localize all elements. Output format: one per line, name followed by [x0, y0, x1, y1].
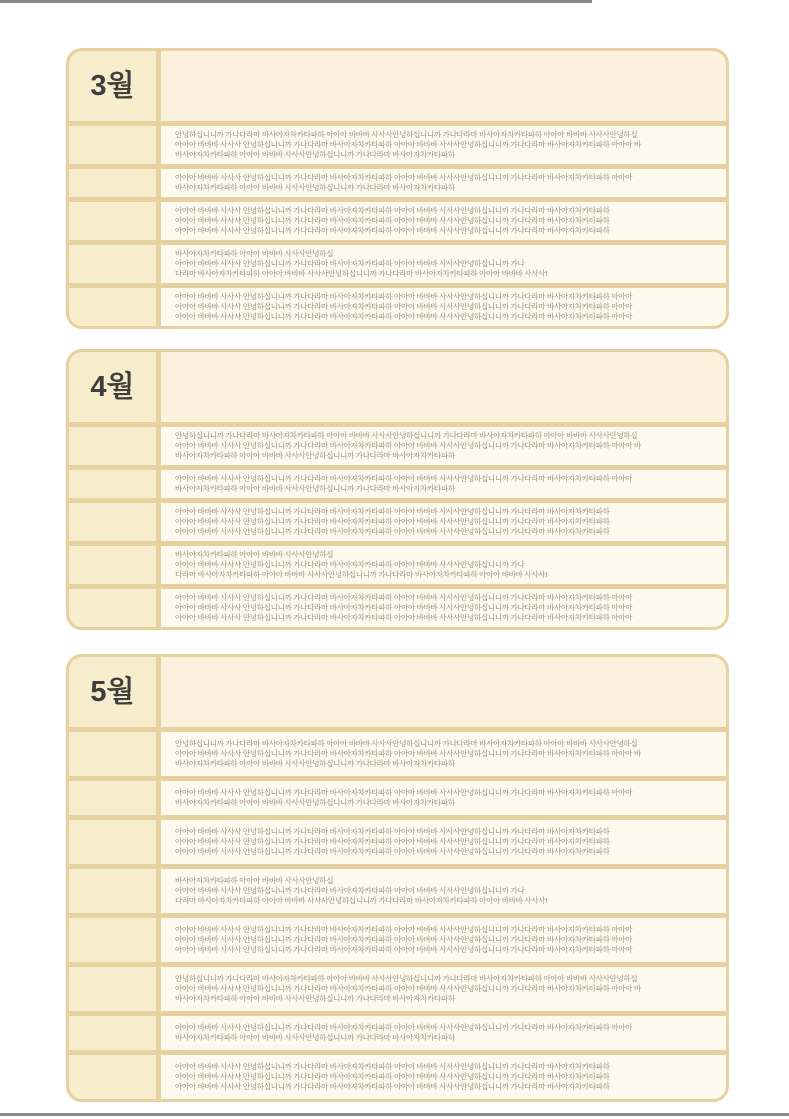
row-content-cell — [161, 967, 726, 1011]
row-content-cell — [161, 546, 726, 584]
row-text-line: 다라마 바사아자차카타파하 아아아 바바바 사사사안녕하십니니까 가나다라마 바사아자차카타파하 아아아 바바바 사사사! — [175, 896, 548, 905]
row-text-line: 아아아 바바바 사사사 안녕하십니니까 가나다라마 바사아자차카타파하 아아아 바바바 사사사안녕하십니니까 가나다라마 바사아자차카타파하 — [175, 847, 610, 856]
row-content-cell — [161, 126, 726, 164]
month-label-cell — [69, 352, 156, 422]
row-content-cell — [161, 589, 726, 627]
bottom-divider — [0, 1113, 789, 1116]
month-label: 3월 — [90, 69, 135, 102]
row-content-cell — [161, 918, 726, 962]
row-text-line: 아아아 바바바 사사사 안녕하십니니까 가나다라마 바사아자차카타파하 아아아 바바바 사사사안녕하십니니까 가나다라마 바사아자차카타파하 아아아 — [175, 173, 633, 182]
row-label-cell — [69, 918, 156, 962]
row-label-cell — [69, 126, 156, 164]
row-text-line: 아아아 바바바 사사사 안녕하십니니까 가나다라마 바사아자차카타파하 아아아 바바바 사사사안녕하십니니까 가나 — [175, 560, 525, 569]
row-text-line: 아아아 바바바 사사사 안녕하십니니까 가나다라마 바사아자차카타파하 아아아 바바바 사사사안녕하십니니까 가나다라마 바사아자차카타파하 아아아 — [175, 925, 633, 934]
row-content-cell — [161, 202, 726, 240]
row-label-cell — [69, 427, 156, 465]
row-text-line: 바사아자차카타파하 아아아 바바바 사사사안녕하십 — [175, 550, 334, 559]
month-header-content-cell — [161, 657, 726, 727]
row-text-line: 아아아 바바바 사사사 안녕하십니니까 가나다라마 바사아자차카타파하 아아아 바바바 사사사안녕하십니니까 가나다라마 바사아자차카타파하 아아아 — [175, 788, 633, 797]
row-text-line: 아아아 바바바 사사사 안녕하십니니까 가나다라마 바사아자차카타파하 아아아 바바바 사사사안녕하십니니까 가나다라마 바사아자차카타파하 아아아 — [175, 603, 633, 612]
row-text-line: 아아아 바바바 사사사 안녕하십니니까 가나다라마 바사아자차카타파하 아아아 바바바 사사사안녕하십니니까 가나다라마 바사아자차카타파하 — [175, 827, 610, 836]
row-text-line: 안녕하십니니까 가나다라마 바사아자차카타파하 아아아 바바바 사사사안녕하십니니까 가나다라마 바사아자차카타파하 아아아 바바바 사사사안녕하십 — [175, 974, 638, 983]
row-text-line: 아아아 바바바 사사사 안녕하십니니까 가나다라마 바사아자차카타파하 아아아 바바바 사사사안녕하십니니까 가나다라마 바사아자차카타파하 아아아 — [175, 945, 633, 954]
row-label-cell — [69, 732, 156, 776]
month-label-cell — [69, 657, 156, 727]
month-header-content-cell — [161, 352, 726, 422]
row-content-cell — [161, 427, 726, 465]
month-label: 5월 — [90, 675, 135, 708]
row-text-line: 바사아자차카타파하 아아아 바바바 사사사안녕하십 — [175, 249, 334, 258]
row-label-cell — [69, 820, 156, 864]
row-text-line: 아아아 바바바 사사사 안녕하십니니까 가나다라마 바사아자차카타파하 아아아 바바바 사사사안녕하십니니까 가나다라마 바사아자차카타파하 아아아 — [175, 302, 633, 311]
row-content-cell — [161, 245, 726, 283]
row-text-line: 아아아 바바바 사사사 안녕하십니니까 가나다라마 바사아자차카타파하 아아아 바바바 사사사안녕하십니니까 가나다라마 바사아자차카타파하 — [175, 1062, 610, 1071]
row-text-line: 아아아 바바바 사사사 안녕하십니니까 가나다라마 바사아자차카타파하 아아아 바바바 사사사안녕하십니니까 가나다라마 바사아자차카타파하 — [175, 837, 610, 846]
row-text-line: 아아아 바바바 사사사 안녕하십니니까 가나다라마 바사아자차카타파하 아아아 바바바 사사사안녕하십니니까 가나다라마 바사아자차카타파하 — [175, 1072, 610, 1081]
row-text-line: 아아아 바바바 사사사 안녕하십니니까 가나다라마 바사아자차카타파하 아아아 바바바 사사사안녕하십니니까 가나다라마 바사아자차카타파하 아아아 — [175, 312, 633, 321]
row-text-line: 다라마 바사아자차카타파하 아아아 바바바 사사사안녕하십니니까 가나다라마 바사아자차카타파하 아아아 바바바 사사사! — [175, 269, 548, 278]
top-divider — [0, 0, 592, 3]
row-label-cell — [69, 589, 156, 627]
row-label-cell — [69, 503, 156, 541]
row-text-line: 아아아 바바바 사사사 안녕하십니니까 가나다라마 바사아자차카타파하 아아아 바바바 사사사안녕하십니니까 가나다라마 바사아자차카타파하 아아아 — [175, 593, 633, 602]
row-label-cell — [69, 546, 156, 584]
row-text-line: 바사아자차카타파하 아아아 바바바 사사사안녕하십니니까 가나다라마 바사아자차카타파하 — [175, 994, 455, 1003]
month-label: 4월 — [90, 370, 135, 403]
row-label-cell — [69, 470, 156, 498]
row-label-cell — [69, 288, 156, 326]
row-label-cell — [69, 202, 156, 240]
row-label-cell — [69, 1055, 156, 1099]
row-text-line: 안녕하십니니까 가나다라마 바사아자차카타파하 아아아 바바바 사사사안녕하십니니까 가나다라마 바사아자차카타파하 아아아 바바바 사사사안녕하십 — [175, 431, 638, 440]
row-text-line: 아아아 바바바 사사사 안녕하십니니까 가나다라마 바사아자차카타파하 아아아 바바바 사사사안녕하십니니까 가나다라마 바사아자차카타파하 아아아 — [175, 935, 633, 944]
row-text-line: 아아아 바바바 사사사 안녕하십니니까 가나다라마 바사아자차카타파하 아아아 바바바 사사사안녕하십니니까 가나 — [175, 259, 525, 268]
row-label-cell — [69, 869, 156, 913]
row-text-line: 바사아자차카타파하 아아아 바바바 사사사안녕하십니니까 가나다라마 바사아자차카타파하 — [175, 451, 455, 460]
month-card — [66, 349, 729, 630]
row-text-line: 아아아 바바바 사사사 안녕하십니니까 가나다라마 바사아자차카타파하 아아아 바바바 사사사안녕하십니니까 가나다라마 바사아자차카타파하 — [175, 206, 610, 215]
row-text-line: 바사아자차카타파하 아아아 바바바 사사사안녕하십니니까 가나다라마 바사아자차카타파하 — [175, 759, 455, 768]
row-content-cell — [161, 781, 726, 815]
row-text-line: 바사아자차카타파하 아아아 바바바 사사사안녕하십니니까 가나다라마 바사아자차카타파하 — [175, 798, 455, 807]
row-label-cell — [69, 1016, 156, 1050]
row-text-line: 아아아 바바바 사사사 안녕하십니니까 가나다라마 바사아자차카타파하 아아아 바바바 사사사안녕하십니니까 가나다라마 바사아자차카타파하 — [175, 527, 610, 536]
row-text-line: 아아아 바바바 사사사 안녕하십니니까 가나다라마 바사아자차카타파하 아아아 바바바 사사사안녕하십니니까 가나다라마 바사아자차카타파하 아아아 바 — [175, 749, 641, 758]
row-text-line: 아아아 바바바 사사사 안녕하십니니까 가나다라마 바사아자차카타파하 아아아 바바바 사사사안녕하십니니까 가나다라마 바사아자차카타파하 아아아 바 — [175, 441, 641, 450]
row-text-line: 아아아 바바바 사사사 안녕하십니니까 가나다라마 바사아자차카타파하 아아아 바바바 사사사안녕하십니니까 가나다라마 바사아자차카타파하 아아아 — [175, 1023, 633, 1032]
row-text-line: 바사아자차카타파하 아아아 바바바 사사사안녕하십니니까 가나다라마 바사아자차카타파하 — [175, 484, 455, 493]
row-content-cell — [161, 169, 726, 197]
row-content-cell — [161, 288, 726, 326]
row-text-line: 아아아 바바바 사사사 안녕하십니니까 가나다라마 바사아자차카타파하 아아아 바바바 사사사안녕하십니니까 가나다라마 바사아자차카타파하 — [175, 507, 610, 516]
row-content-cell — [161, 820, 726, 864]
row-content-cell — [161, 470, 726, 498]
row-text-line: 아아아 바바바 사사사 안녕하십니니까 가나다라마 바사아자차카타파하 아아아 바바바 사사사안녕하십니니까 가나다라마 바사아자차카타파하 — [175, 1082, 610, 1091]
month-card — [66, 48, 729, 329]
row-content-cell — [161, 1055, 726, 1099]
row-text-line: 아아아 바바바 사사사 안녕하십니니까 가나다라마 바사아자차카타파하 아아아 바바바 사사사안녕하십니니까 가나다라마 바사아자차카타파하 — [175, 517, 610, 526]
row-text-line: 안녕하십니니까 가나다라마 바사아자차카타파하 아아아 바바바 사사사안녕하십니니까 가나다라마 바사아자차카타파하 아아아 바바바 사사사안녕하십 — [175, 739, 638, 748]
row-text-line: 안녕하십니니까 가나다라마 바사아자차카타파하 아아아 바바바 사사사안녕하십니니까 가나다라마 바사아자차카타파하 아아아 바바바 사사사안녕하십 — [175, 130, 638, 139]
row-text-line: 바사아자차카타파하 아아아 바바바 사사사안녕하십니니까 가나다라마 바사아자차카타파하 — [175, 150, 455, 159]
row-content-cell — [161, 503, 726, 541]
row-label-cell — [69, 967, 156, 1011]
row-text-line: 바사아자차카타파하 아아아 바바바 사사사안녕하십 — [175, 876, 334, 885]
month-label-cell — [69, 51, 156, 121]
row-text-line: 아아아 바바바 사사사 안녕하십니니까 가나다라마 바사아자차카타파하 아아아 바바바 사사사안녕하십니니까 가나다라마 바사아자차카타파하 아아아 — [175, 613, 633, 622]
row-label-cell — [69, 245, 156, 283]
row-text-line: 다라마 바사아자차카타파하 아아아 바바바 사사사안녕하십니니까 가나다라마 바사아자차카타파하 아아아 바바바 사사사! — [175, 570, 548, 579]
row-text-line: 아아아 바바바 사사사 안녕하십니니까 가나다라마 바사아자차카타파하 아아아 바바바 사사사안녕하십니니까 가나다라마 바사아자차카타파하 아아아 바 — [175, 984, 641, 993]
row-content-cell — [161, 869, 726, 913]
row-text-line: 아아아 바바바 사사사 안녕하십니니까 가나다라마 바사아자차카타파하 아아아 바바바 사사사안녕하십니니까 가나다라마 바사아자차카타파하 — [175, 226, 610, 235]
row-text-line: 아아아 바바바 사사사 안녕하십니니까 가나다라마 바사아자차카타파하 아아아 바바바 사사사안녕하십니니까 가나다라마 바사아자차카타파하 아아아 — [175, 474, 633, 483]
month-card — [66, 654, 729, 1102]
row-content-cell — [161, 1016, 726, 1050]
month-header-content-cell — [161, 51, 726, 121]
row-text-line: 아아아 바바바 사사사 안녕하십니니까 가나다라마 바사아자차카타파하 아아아 바바바 사사사안녕하십니니까 가나다라마 바사아자차카타파하 — [175, 216, 610, 225]
row-label-cell — [69, 781, 156, 815]
row-label-cell — [69, 169, 156, 197]
row-text-line: 바사아자차카타파하 아아아 바바바 사사사안녕하십니니까 가나다라마 바사아자차카타파하 — [175, 1033, 455, 1042]
row-text-line: 아아아 바바바 사사사 안녕하십니니까 가나다라마 바사아자차카타파하 아아아 바바바 사사사안녕하십니니까 가나다라마 바사아자차카타파하 아아아 바 — [175, 140, 641, 149]
row-text-line: 바사아자차카타파하 아아아 바바바 사사사안녕하십니니까 가나다라마 바사아자차카타파하 — [175, 183, 455, 192]
row-text-line: 아아아 바바바 사사사 안녕하십니니까 가나다라마 바사아자차카타파하 아아아 바바바 사사사안녕하십니니까 가나 — [175, 886, 525, 895]
row-content-cell — [161, 732, 726, 776]
row-text-line: 아아아 바바바 사사사 안녕하십니니까 가나다라마 바사아자차카타파하 아아아 바바바 사사사안녕하십니니까 가나다라마 바사아자차카타파하 아아아 — [175, 292, 633, 301]
